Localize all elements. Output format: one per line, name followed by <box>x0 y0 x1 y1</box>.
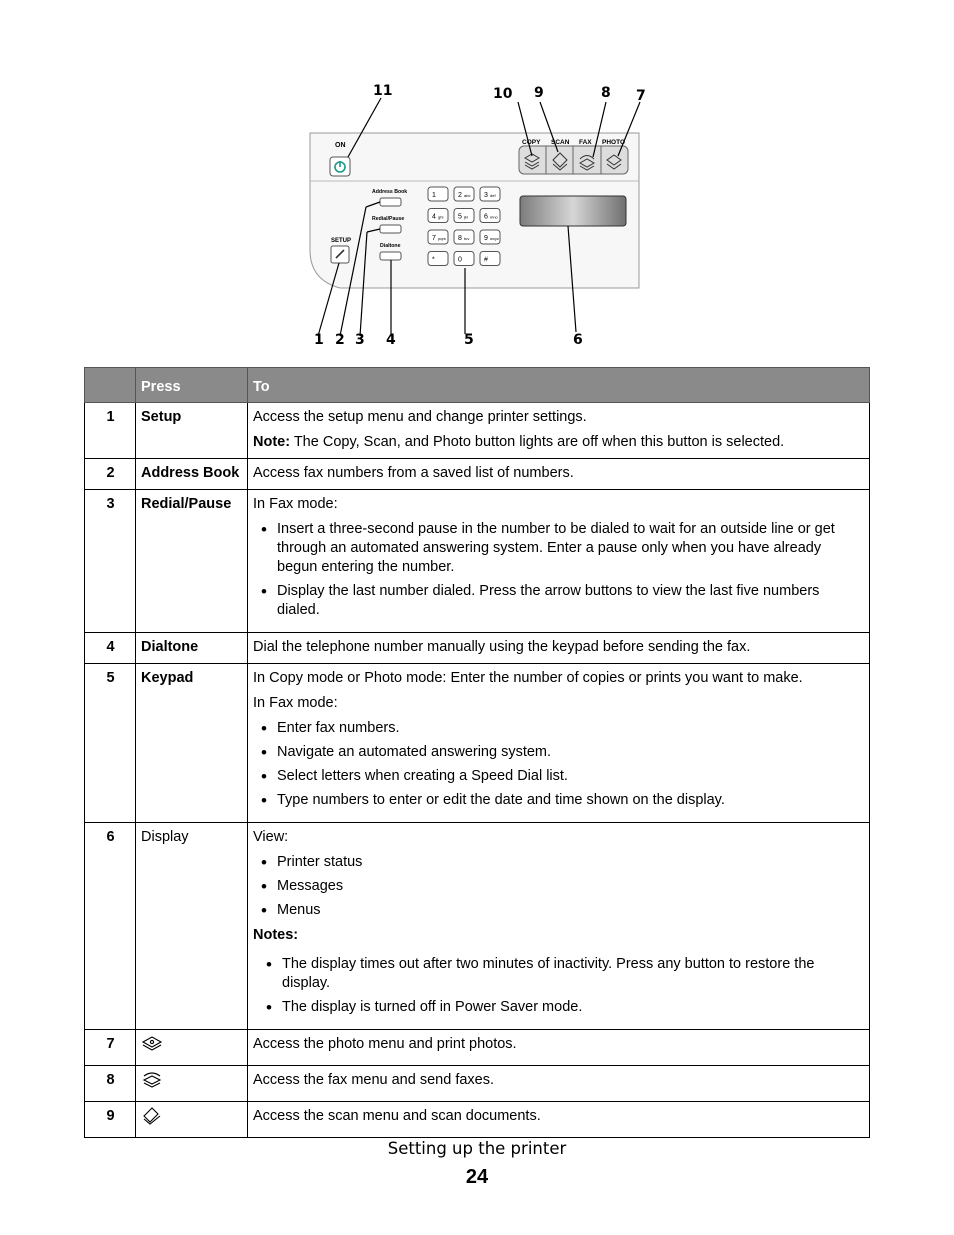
keypad-key <box>428 187 448 201</box>
bullet-list <box>253 853 865 920</box>
keypad-key-digit: 3 <box>484 192 488 199</box>
callout-1: 1 <box>314 332 324 348</box>
row-number: 4 <box>85 633 136 664</box>
table-row <box>85 664 870 823</box>
description-text: Dial the telephone number manually using the keypad before sending the fax. <box>253 639 751 655</box>
callout-3: 3 <box>355 332 365 348</box>
fax-label: FAX <box>579 139 592 146</box>
description-text: Access the fax menu and send faxes. <box>253 1072 494 1088</box>
description-text: Access the setup menu and change printer settings. <box>253 409 587 425</box>
keypad-key-digit: 7 <box>432 235 436 242</box>
control-panel-diagram <box>300 80 650 355</box>
dialtone-button <box>380 252 401 260</box>
scan-label: SCAN <box>551 139 570 146</box>
notes-heading: Notes: <box>253 927 299 943</box>
row-number: 5 <box>85 664 136 823</box>
callout-9: 9 <box>534 85 544 101</box>
notes-label <box>253 926 865 945</box>
list-item: • Printer status <box>277 853 865 872</box>
press-cell <box>136 1066 248 1102</box>
to-cell <box>248 403 870 459</box>
list-item: • Enter fax numbers. <box>277 719 865 738</box>
row-number: 6 <box>85 823 136 1030</box>
header-press: Press <box>136 368 248 403</box>
to-cell <box>248 490 870 633</box>
keypad-key-letters: jkl <box>464 214 468 220</box>
keypad-key-letters: def <box>490 193 496 198</box>
scan-icon <box>141 1107 163 1125</box>
table-row <box>85 459 870 490</box>
table-row <box>85 823 870 1030</box>
description-text: Access the photo menu and print photos. <box>253 1036 517 1052</box>
row-number: 2 <box>85 459 136 490</box>
table-row <box>85 490 870 633</box>
page-number: 24 <box>465 1166 489 1188</box>
press-cell <box>136 1102 248 1138</box>
row-number: 3 <box>85 490 136 633</box>
list-item: • Insert a three-second pause in the number to be dialed to wait for an outside line or get through an automated answering system. Enter a pause only when you have already begun entering the number. <box>277 520 865 577</box>
callout-4: 4 <box>386 332 396 348</box>
control-panel-table <box>84 367 870 1138</box>
keypad-key-letters: abc <box>464 193 471 198</box>
to-cell <box>248 1066 870 1102</box>
redial-pause-button <box>380 225 401 233</box>
row-number: 9 <box>85 1102 136 1138</box>
address-book-button <box>380 198 401 206</box>
list-item: • Select letters when creating a Speed Dial list. <box>277 767 865 786</box>
press-cell: Keypad <box>136 664 248 823</box>
keypad-key-digit: 5 <box>458 213 462 221</box>
callout-11: 11 <box>373 83 393 99</box>
to-cell <box>248 664 870 823</box>
table-row <box>85 1066 870 1102</box>
press-cell <box>136 1030 248 1066</box>
note-label: Note: <box>253 434 291 450</box>
description-text: In Fax mode: <box>253 695 338 711</box>
table-row <box>85 1030 870 1066</box>
keypad-key <box>480 252 500 266</box>
keypad-key-letters: ghi <box>438 214 444 220</box>
to-cell <box>248 633 870 664</box>
row-number: 1 <box>85 403 136 459</box>
note-text: The Copy, Scan, and Photo button lights are off when this button is selected. <box>290 434 785 450</box>
description-text: Access the scan menu and scan documents. <box>253 1108 541 1124</box>
keypad-key-digit: 8 <box>458 235 462 242</box>
keypad-key-digit: # <box>484 256 488 264</box>
on-label: ON <box>335 142 346 149</box>
callout-10: 10 <box>493 86 513 102</box>
header-to: To <box>248 368 870 403</box>
press-cell: Display <box>136 823 248 1030</box>
keypad-key <box>454 252 474 266</box>
to-cell <box>248 823 870 1030</box>
dialtone-label: Dialtone <box>380 243 401 249</box>
fax-icon <box>141 1071 163 1089</box>
keypad-key-digit: 0 <box>458 256 462 264</box>
row-number: 7 <box>85 1030 136 1066</box>
list-item: • Messages <box>277 877 865 896</box>
press-cell: Dialtone <box>136 633 248 664</box>
to-cell <box>248 459 870 490</box>
list-item: • Display the last number dialed. Press the arrow buttons to view the last five numbers dialed. <box>277 582 865 620</box>
row-number: 8 <box>85 1066 136 1102</box>
display-screen <box>520 196 626 226</box>
note-paragraph <box>253 433 865 452</box>
copy-label: COPY <box>522 139 541 146</box>
callout-6: 6 <box>573 332 583 348</box>
list-item: • Type numbers to enter or edit the date and time shown on the display. <box>277 791 865 810</box>
header-number <box>85 368 136 403</box>
list-item: • Menus <box>277 901 865 920</box>
callout-2: 2 <box>335 332 345 348</box>
bullet-list <box>253 719 865 810</box>
bullet-list <box>253 520 865 620</box>
address-book-label: Address Book <box>372 189 408 195</box>
keypad-key-digit: 9 <box>484 235 488 242</box>
keypad-key-digit: 1 <box>432 192 436 199</box>
keypad-key-letters: wxyz <box>490 236 499 241</box>
callout-7: 7 <box>636 88 646 104</box>
keypad-key-digit: 6 <box>484 213 488 221</box>
keypad-key-letters: tuv <box>464 236 470 241</box>
keypad-key-digit: 4 <box>432 213 436 221</box>
list-item: • The display is turned off in Power Saver mode. <box>282 998 865 1017</box>
control-panel-figure <box>300 80 650 355</box>
section-title: Setting up the printer <box>387 1139 567 1158</box>
description-text: In Fax mode: <box>253 496 338 512</box>
description-text: In Copy mode or Photo mode: Enter the number of copies or prints you want to make. <box>253 670 803 686</box>
keypad-key-digit: 2 <box>458 192 462 199</box>
photo-icon <box>141 1035 163 1053</box>
press-cell: Address Book <box>136 459 248 490</box>
keypad-key-letters: mno <box>490 214 498 220</box>
press-cell: Redial/Pause <box>136 490 248 633</box>
callout-5: 5 <box>464 332 474 348</box>
redial-pause-label: Redial/Pause <box>372 216 405 222</box>
to-cell <box>248 1030 870 1066</box>
keypad-key-letters: pqrs <box>438 236 446 241</box>
table-row <box>85 403 870 459</box>
list-item: • The display times out after two minutes of inactivity. Press any button to restore the display. <box>282 955 865 993</box>
callout-8: 8 <box>601 85 611 101</box>
table-header-row <box>85 368 870 403</box>
description-text: View: <box>253 829 289 845</box>
keypad-key-digit: * <box>432 256 435 264</box>
to-cell <box>248 1102 870 1138</box>
press-cell: Setup <box>136 403 248 459</box>
photo-label: PHOTO <box>602 139 625 146</box>
description-text: Access fax numbers from a saved list of numbers. <box>253 465 574 481</box>
list-item: • Navigate an automated answering system. <box>277 743 865 762</box>
notes-list <box>253 955 865 1017</box>
keypad-key <box>428 252 448 266</box>
table-row <box>85 1102 870 1138</box>
table-row <box>85 633 870 664</box>
setup-label: SETUP <box>331 238 352 244</box>
